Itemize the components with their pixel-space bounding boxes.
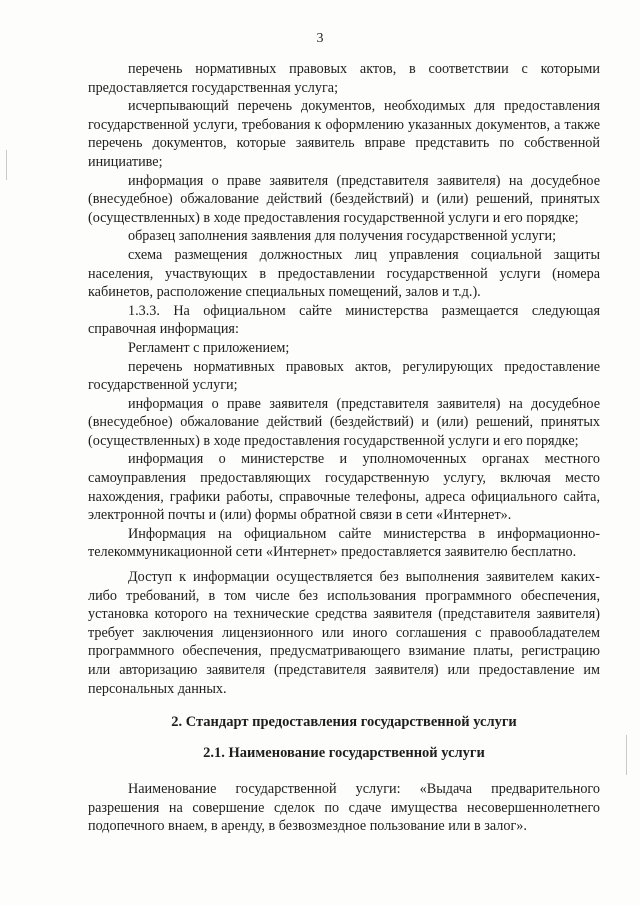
paragraph: информация о праве заявителя (представителя заявителя) на досудебное (внесудебное) обжалование действий (бездействий) и (или) решений, принятых (осуществленных) в ходе предоставления государственной услуги и его порядке;	[88, 172, 600, 226]
section-heading: 2. Стандарт предоставления государственной услуги	[171, 714, 517, 731]
page-number: 3	[316, 31, 324, 46]
paragraph: схема размещения должностных лиц управления социальной защиты населения, участвующих в предоставлении государственной услуги (номера кабинетов, расположение специальных помещений, залов и т.д.).	[88, 246, 600, 301]
paragraph: исчерпывающий перечень документов, необходимых для предоставления государственной услуги, требования к оформлению указанных документов, а также перечень документов, которые заявитель вправе представить по собственной инициативе;	[88, 98, 600, 170]
paragraph: Информация на официальном сайте министерства в информационно-телекоммуникационной сети «Интернет» предоставляется заявителю бесплатно.	[88, 525, 600, 561]
paragraph: информация о праве заявителя (представителя заявителя) на досудебное (внесудебное) обжалование действий (бездействий) и (или) решений, принятых (осуществленных) в ходе предоставления государственной услуги и его порядке;	[88, 395, 600, 449]
scan-edge-mark-left	[6, 150, 7, 180]
paragraph: образец заполнения заявления для получения государственной услуги;	[128, 228, 557, 245]
paragraph: Регламент с приложением;	[128, 339, 290, 356]
paragraph: Доступ к информации осуществляется без выполнения заявителем каких-либо требований, в том числе без использования программного обеспечения, установка которого на технические средства заявителя (представителя заявителя) требует заключения лицензионного или иного соглашения с правообладателем программного обеспечения, предусматривающего взимание платы, регистрацию или авторизацию заявителя (представителя заявителя) или предоставление им персональных данных.	[88, 569, 600, 697]
paragraph: информация о министерстве и уполномоченных органах местного самоуправления предоставляющих государственную услугу, включая место нахождения, графики работы, справочные телефоны, адреса официального сайта, электронной почты и (или) формы обратной связи в сети «Интернет».	[88, 451, 600, 524]
paragraph: перечень нормативных правовых актов, в соответствии с которыми предоставляется государственная услуга;	[88, 61, 600, 96]
document-body	[88, 60, 600, 836]
paragraph: перечень нормативных правовых актов, регулирующих предоставление государственной услуги;	[88, 358, 600, 394]
scan-edge-mark-right	[626, 735, 627, 775]
paragraph: 1.3.3. На официальном сайте министерства размещается следующая справочная информация:	[88, 302, 600, 338]
paragraph: Наименование государственной услуги: «Выдача предварительного разрешения на совершение сделок по сдаче имущества несовершеннолетнего подопечного внаем, в аренду, в безвозмездное пользование или в залог».	[88, 781, 600, 835]
subsection-heading: 2.1. Наименование государственной услуги	[203, 745, 485, 762]
